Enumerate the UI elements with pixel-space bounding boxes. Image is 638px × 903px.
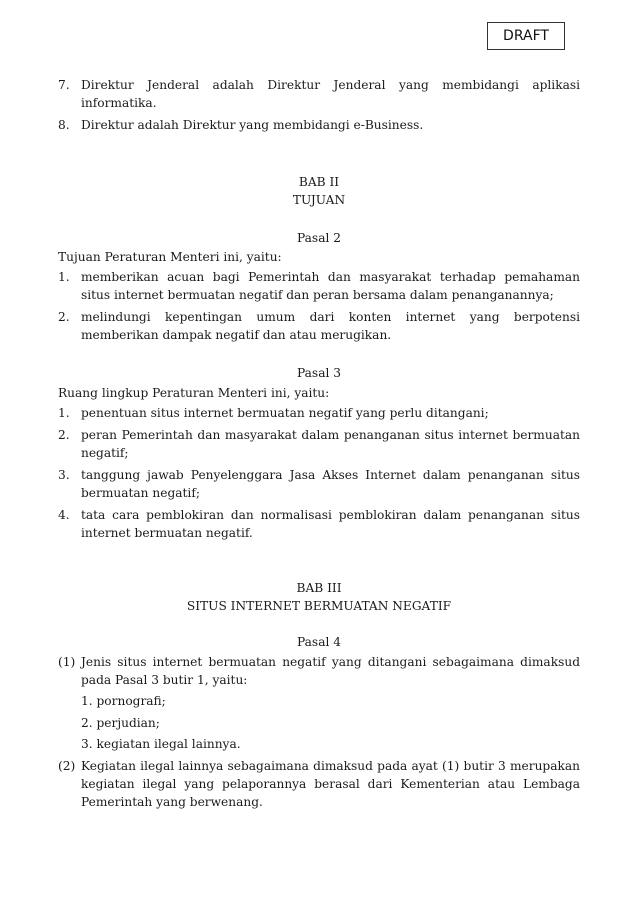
item-number: 2. (58, 310, 70, 324)
item-number: 1. (58, 270, 70, 284)
article-lead: Tujuan Peraturan Menteri ini, yaitu: (58, 250, 282, 264)
chapter-heading: BAB II (298, 175, 340, 189)
item-number: (2) (58, 759, 76, 773)
draft-stamp: DRAFT (487, 22, 565, 50)
chapter-heading: BAB III (296, 581, 342, 595)
article-heading: Pasal 3 (297, 366, 341, 380)
intro-list (58, 76, 580, 134)
ayat-1 (58, 653, 580, 689)
item-text: Kegiatan ilegal lainnya sebagaimana dimaksud pada ayat (1) butir 3 merupakan kegiatan ilegal yang pelaporannya berasal dari Kementerian atau Lembaga Pemerintah yang berwenang. (81, 759, 580, 809)
list-item (58, 506, 580, 542)
chapter-title: SITUS INTERNET BERMUATAN NEGATIF (186, 599, 452, 613)
item-number: 7. (58, 78, 70, 92)
chapter-title: TUJUAN (292, 193, 346, 207)
list-item (58, 653, 580, 689)
item-text: tata cara pemblokiran dan normalisasi pemblokiran dalam penanganan situs internet bermuatan negatif. (81, 508, 580, 540)
item-text: Direktur Jenderal adalah Direktur Jenderal yang membidangi aplikasi informatika. (81, 78, 580, 110)
ayat-2 (58, 757, 580, 811)
item-number: 2. (58, 428, 70, 442)
list-item (58, 76, 580, 112)
list-item (58, 116, 580, 134)
article-list (58, 268, 580, 344)
list-item (58, 268, 580, 304)
article-list (58, 404, 580, 542)
sub-item: 2. perjudian; (81, 716, 160, 730)
list-item (58, 757, 580, 811)
item-text: Jenis situs internet bermuatan negatif yang ditangani sebagaimana dimaksud pada Pasal 3 butir 1, yaitu: (81, 655, 580, 687)
item-number: (1) (58, 655, 76, 669)
item-number: 8. (58, 118, 70, 132)
sub-item: 1. pornografi; (81, 694, 166, 708)
article-heading: Pasal 4 (297, 635, 341, 649)
item-text: penentuan situs internet bermuatan negatif yang perlu ditangani; (81, 406, 489, 420)
item-text: memberikan acuan bagi Pemerintah dan masyarakat terhadap pemahaman situs internet bermuatan negatif dan peran bersama dalam penanganannya; (81, 270, 580, 302)
list-item (58, 466, 580, 502)
list-item (58, 404, 580, 422)
item-text: peran Pemerintah dan masyarakat dalam penanganan situs internet bermuatan negatif; (81, 428, 580, 460)
item-number: 1. (58, 406, 70, 420)
article-lead: Ruang lingkup Peraturan Menteri ini, yaitu: (58, 386, 330, 400)
list-item (58, 426, 580, 462)
item-text: melindungi kepentingan umum dari konten internet yang berpotensi memberikan dampak negatif dan atau merugikan. (81, 310, 580, 342)
item-text: tanggung jawab Penyelenggara Jasa Akses Internet dalam penanganan situs bermuatan negatif; (81, 468, 580, 500)
list-item (58, 308, 580, 344)
article-heading: Pasal 2 (297, 231, 341, 245)
item-text: Direktur adalah Direktur yang membidangi e-Business. (81, 118, 424, 132)
item-number: 3. (58, 468, 70, 482)
item-number: 4. (58, 508, 70, 522)
sub-item: 3. kegiatan ilegal lainnya. (81, 737, 241, 751)
